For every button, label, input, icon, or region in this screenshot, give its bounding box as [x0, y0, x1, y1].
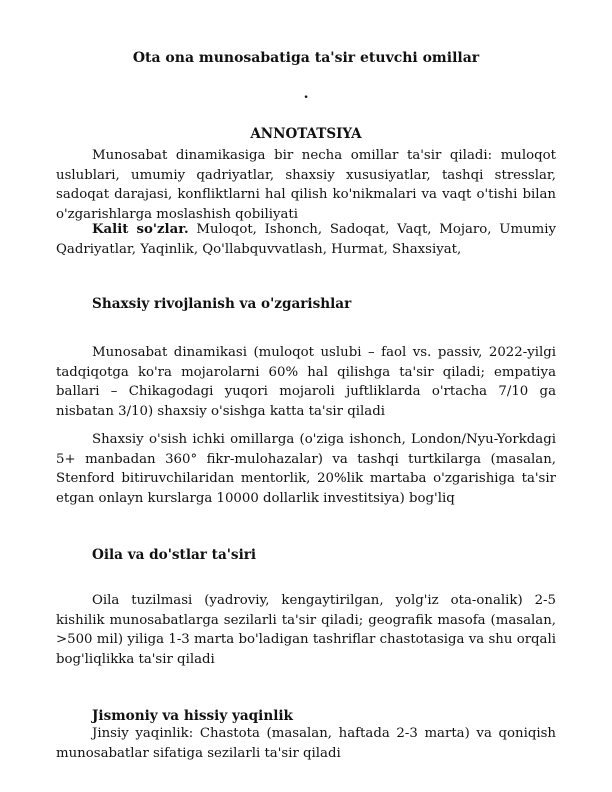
section-heading-personal-growth: Shaxsiy rivojlanish va o'zgarishlar: [92, 296, 352, 312]
keywords-paragraph: [56, 220, 556, 259]
title-dot: .: [303, 86, 309, 102]
keywords-label: Kalit so'zlar.: [92, 222, 189, 237]
annotation-heading: ANNOTATSIYA: [250, 126, 362, 142]
section1-paragraph-2: Shaxsiy o'sish ichki omillarga (o'ziga ishonch, London/Nyu-Yorkdagi 5+ manbadan 360° fikr-mulohazalar) va tashqi turtkilarga (masalan, Stenford bitiruvchilaridan mentorlik, 20%lik martaba o'zgarishiga ta'sir etgan onlayn kurslarga 10000 dollarlik investitsiya) bog'liq: [56, 432, 556, 506]
section3-paragraph-1: Jinsiy yaqinlik: Chastota (masalan, haftada 2-3 marta) va qoniqish munosabatlar sifatiga sezilarli ta'sir qiladi: [56, 726, 556, 761]
section-heading-intimacy: Jismoniy va hissiy yaqinlik: [92, 708, 293, 724]
document-title: Ota ona munosabatiga ta'sir etuvchi omillar: [132, 50, 480, 66]
section2-paragraph-1: Oila tuzilmasi (yadroviy, kengaytirilgan, yolg'iz ota-onalik) 2-5 kishilik munosabatlarga sezilarli ta'sir qiladi; geografik masofa (masalan, >500 mil) yiliga 1-3 marta bo'ladigan tashriflar chastotasiga va shu orqali bog'liqlikka ta'sir qiladi: [56, 593, 556, 667]
section1-paragraph-1: Munosabat dinamikasi (muloqot uslubi – faol vs. passiv, 2022-yilgi tadqiqotga ko'ra mojarolarni 60% hal qilishga ta'sir qiladi; empatiya ballari – Chikagodagi yuqori mojaroli juftliklarda o'rtacha 7/10 ga nisbatan 3/10) shaxsiy o'sishga katta ta'sir qiladi: [56, 345, 556, 419]
section-heading-family-friends: Oila va do'stlar ta'siri: [92, 547, 257, 563]
keywords-text: Muloqot, Ishonch, Sadoqat, Vaqt, Mojaro, Umumiy Qadriyatlar, Yaqinlik, Qo'llabquvvatlash, Hurmat, Shaxsiyat,: [56, 222, 557, 257]
annotation-text: Munosabat dinamikasiga bir necha omillar ta'sir qiladi: muloqot uslublari, umumiy qadriyatlar, shaxsiy xususiyatlar, tashqi stresslar, sadoqat darajasi, konfliktlarni hal qilish ko'nikmalari va vaqt o'tishi bilan o'zgarishlarga moslashish qobiliyati: [56, 148, 556, 222]
